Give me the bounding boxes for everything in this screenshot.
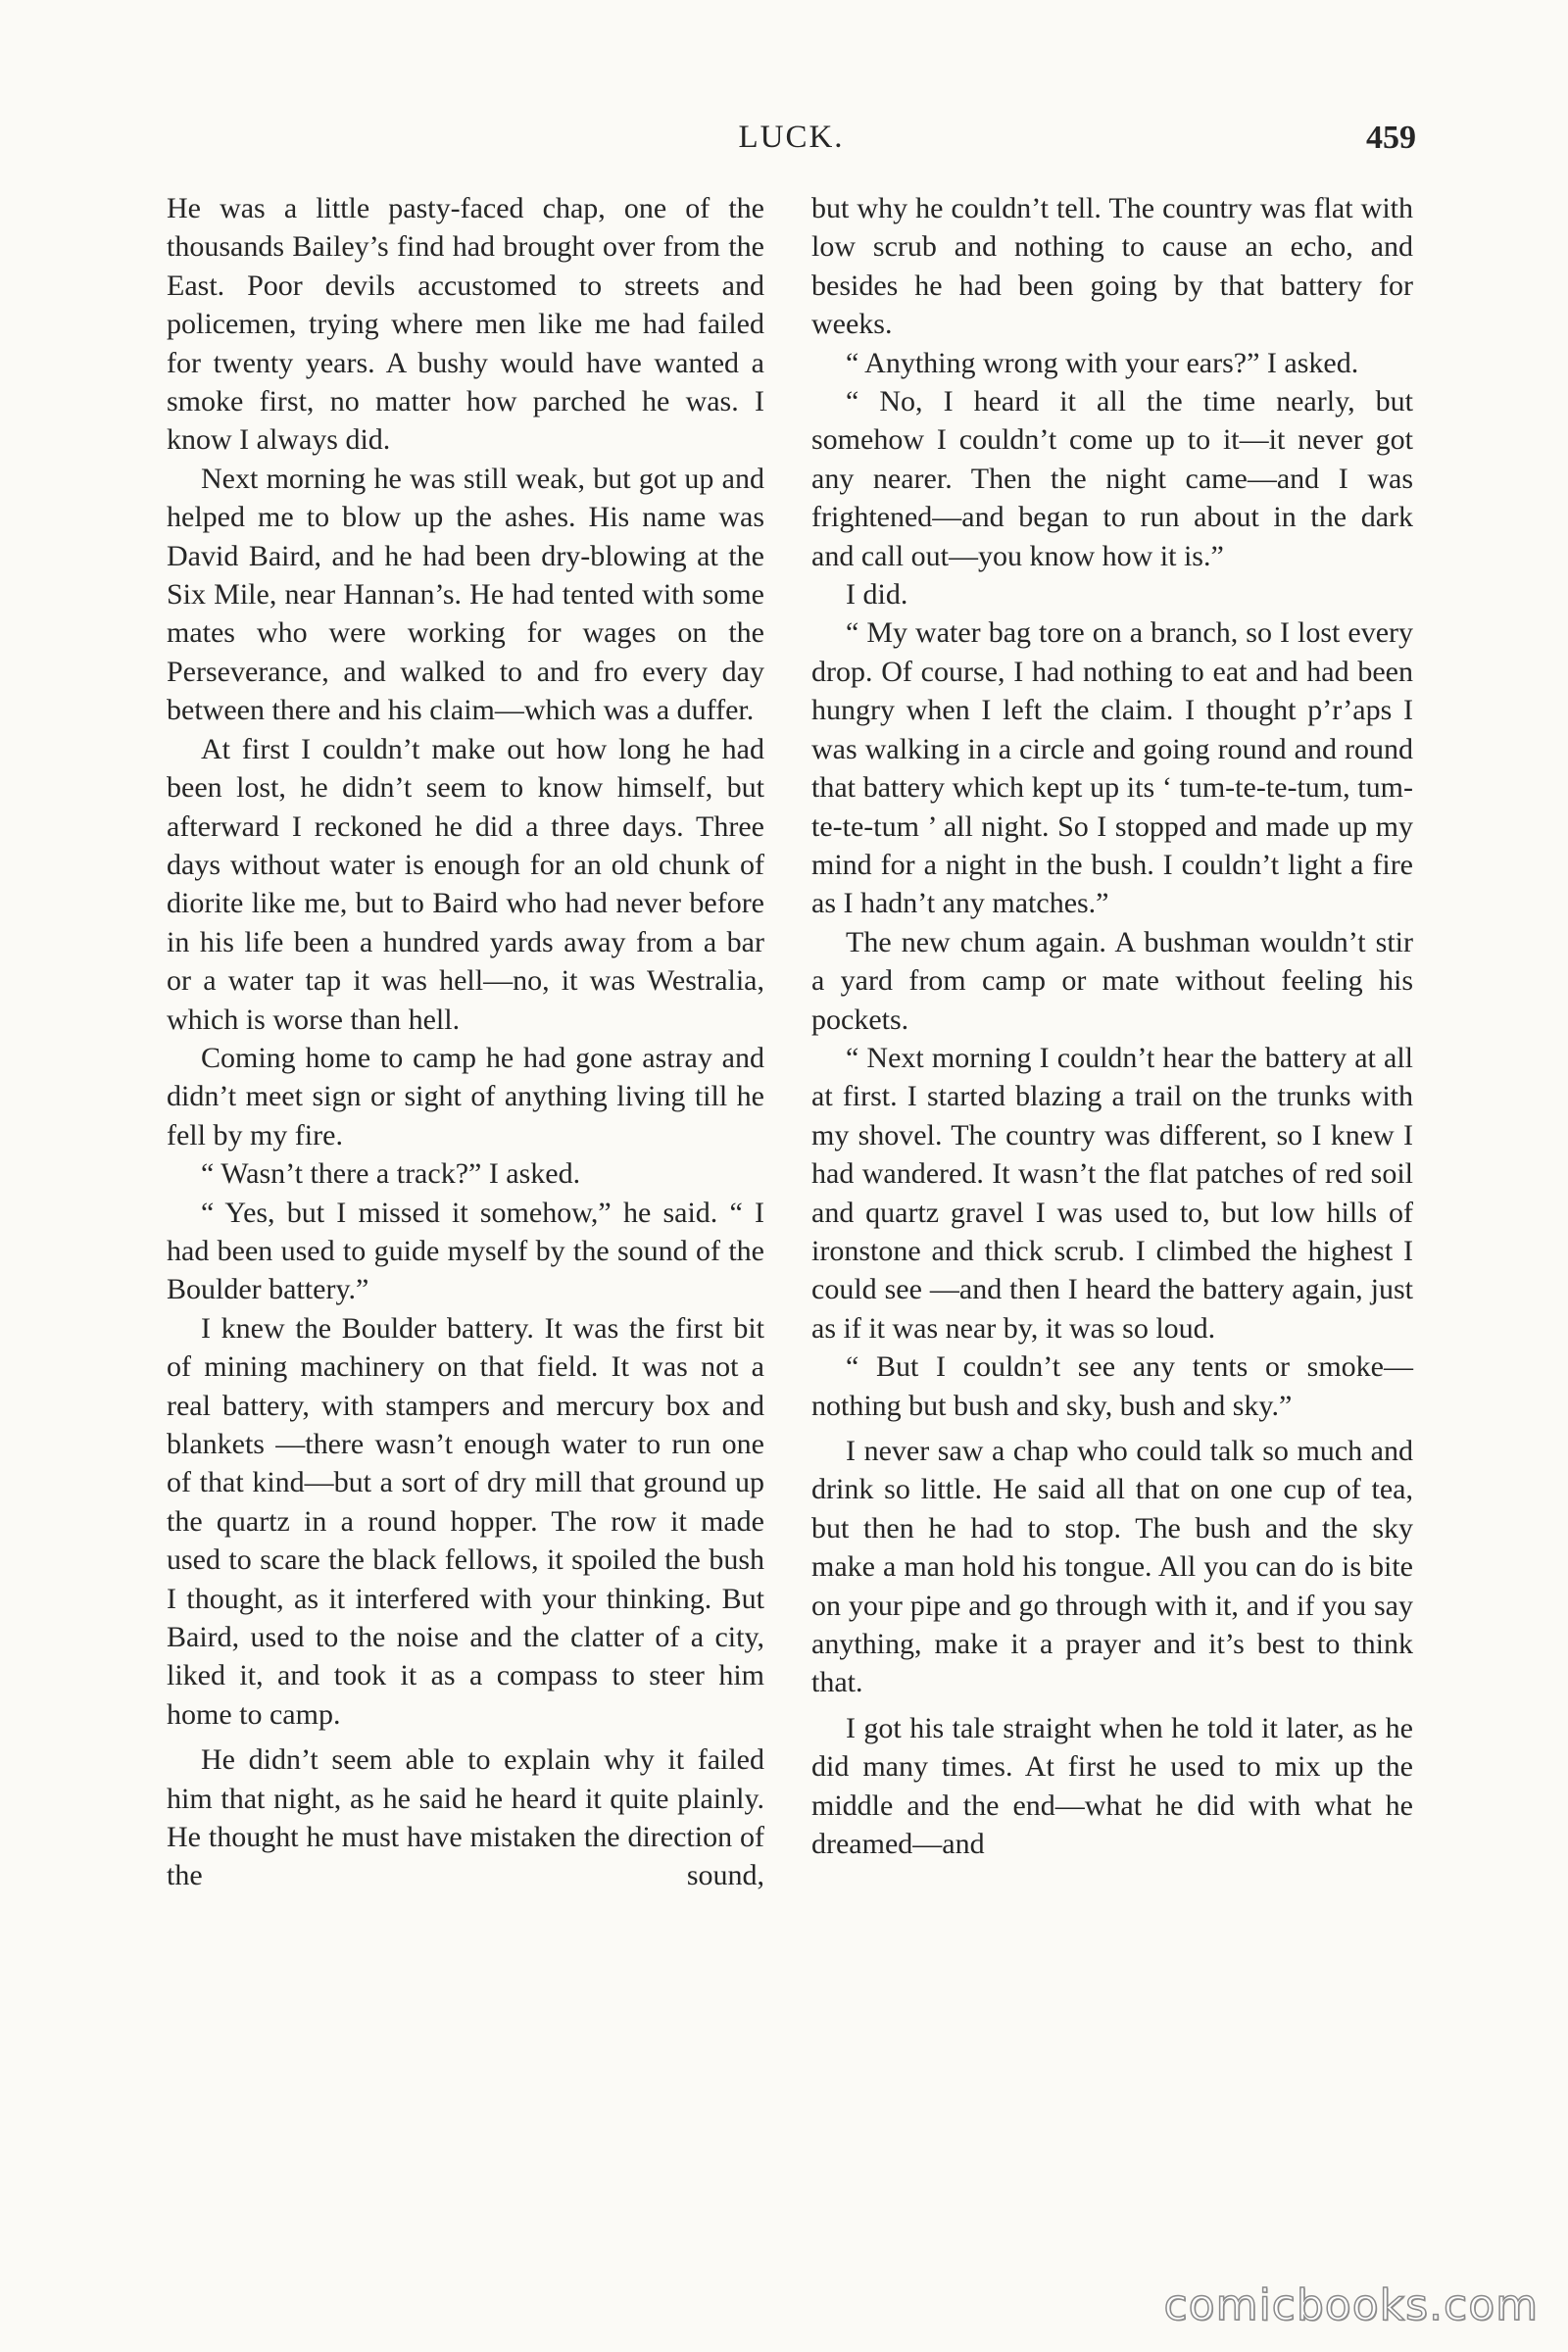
paragraph: I got his tale straight when he told it later, as he did many times. At first he used to mix up the middle and the end—what he did with what he dreamed—and	[811, 1711, 1413, 1861]
paragraph: but why he couldn’t tell. The country was flat with low scrub and nothing to cause an echo, and besides he had been going by that battery for weeks.	[811, 192, 1413, 341]
running-head	[167, 120, 1416, 169]
paragraph: I did.	[846, 578, 908, 612]
right-column	[811, 189, 1413, 1863]
paragraph: I knew the Boulder battery. It was the first bit of mining machinery on that field. It was not a real battery, with stampers and mercury box and blankets —there wasn’t enough water to run one of that kind—but a sort of dry mill that ground up the quartz in a round hopper. The row it made used to scare the black fellows, it spoiled the bush I thought, as it interfered with your thinking. But Baird, used to the noise and the clatter of a city, liked it, and took it as a compass to steer him home to camp.	[167, 1311, 764, 1731]
paragraph: “ My water bag tore on a branch, so I lost every drop. Of course, I had nothing to eat and had been hungry when I left the claim. I thought p’r’aps I was walking in a circle and going round and round that battery which kept up its ‘ tum-te-te-tum, tum-te-te-tum ’ all night. So I stopped and made up my mind for a night in the bush. I couldn’t light a fire as I hadn’t any matches.”	[811, 616, 1413, 920]
paragraph: He didn’t seem able to explain why it failed him that night, as he said he heard it quite plainly. He thought he must have mistaken the direction of the sound,	[167, 1743, 764, 1892]
left-column	[167, 189, 764, 1895]
paragraph: Next morning he was still weak, but got up and helped me to blow up the ashes. His name was David Baird, and he had been dry-blowing at the Six Mile, near Hannan’s. He had tented with some mates who were working for wages on the Perseverance, and walked to and fro every day between there and his claim—which was a duffer.	[167, 462, 764, 727]
page-number: 459	[1366, 120, 1416, 156]
paragraph: “ Yes, but I missed it somehow,” he said. “ I had been used to guide myself by the sound of the Boulder battery.”	[167, 1196, 764, 1306]
paragraph: He was a little pasty-faced chap, one of the thousands Bailey’s find had brought over from the East. Poor devils accustomed to streets and policemen, trying where men like me had failed for twenty years. A bushy would have wanted a smoke first, no matter how parched he was. I know I always did.	[167, 192, 764, 457]
paragraph: At first I couldn’t make out how long he had been lost, he didn’t seem to know himself, but afterward I reckoned he did a three days. Three days without water is enough for an old chunk of diorite like me, but to Baird who had never before in his life been a hundred yards away from a bar or a water tap it was hell—no, it was Westralia, which is worse than hell.	[167, 732, 764, 1036]
paragraph: The new chum again. A bushman wouldn’t stir a yard from camp or mate without feeling his pockets.	[811, 925, 1413, 1036]
watermark: comicbooks.com	[1163, 2280, 1539, 2330]
paragraph: “ No, I heard it all the time nearly, but somehow I couldn’t come up to it—it never got any nearer. Then the night came—and I was frightened—and began to run about in the dark and call out—you know how it is.”	[811, 385, 1413, 572]
paragraph: “ But I couldn’t see any tents or smoke—nothing but bush and sky, bush and sky.”	[811, 1350, 1413, 1422]
paragraph: “ Anything wrong with your ears?” I asked.	[846, 346, 1359, 379]
paragraph: I never saw a chap who could talk so much and drink so little. He said all that on one cup of tea, but then he had to stop. The bush and the sky make a man hold his tongue. All you can do is bite on your pipe and go through with it, and if you say anything, make it a prayer and it’s best to think that.	[811, 1435, 1413, 1699]
paragraph: “ Wasn’t there a track?” I asked.	[201, 1157, 581, 1191]
running-title: LUCK.	[738, 120, 845, 155]
paragraph: Coming home to camp he had gone astray and didn’t meet sign or sight of anything living till he fell by my fire.	[167, 1041, 764, 1152]
paragraph: “ Next morning I couldn’t hear the battery at all at first. I started blazing a trail on the trunks with my shovel. The country was different, so I knew I had wandered. It wasn’t the flat patches of red soil and quartz gravel I was used to, but low hills of ironstone and thick scrub. I climbed the highest I could see —and then I heard the battery again, just as if it was near by, it was so loud.	[811, 1041, 1413, 1345]
